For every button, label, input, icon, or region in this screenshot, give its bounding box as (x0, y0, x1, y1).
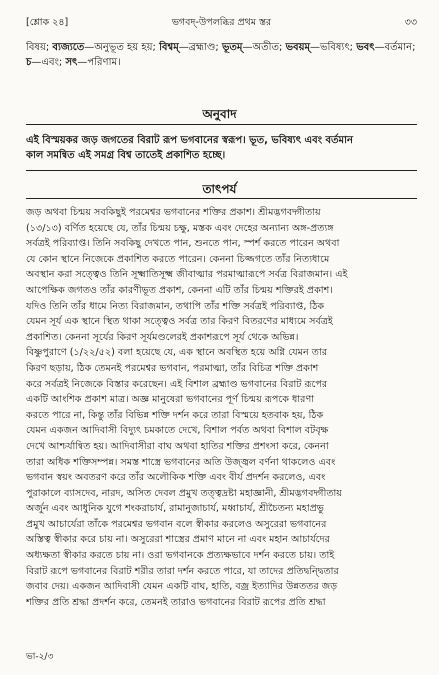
purport-line: তারা অধিক শক্তিসম্পন্ন। সমস্ত শাস্ত্রে ভগবানের অতি উজ্জ্বল বর্ণনা থাকলেও এবং (26, 456, 336, 468)
purport-line: প্রকাশিত। কেননা সূর্যের কিরণ সূর্যমণ্ডলেরই প্রকাশরূপে সূর্য থেকে অভিন্ন। (26, 331, 299, 343)
purport-line: যে কোন স্থানে নিজেকে প্রকাশিত করতে পারেন। কেননা চিজ্জগতে তাঁর নিত্যধামে (26, 253, 330, 265)
word-meaning-7: সৎ—পরিণাম। (65, 57, 121, 68)
page-header (26, 16, 417, 30)
purport-line: অবস্থান করা সত্ত্বেও তিনি সূক্ষ্মাতিসূক্ষ্ম জীবাত্মার পরমাত্মারূপে সর্বত্র বিরাজমান। এই (26, 269, 348, 281)
purport-line: অর্জুন এবং আধুনিক যুগে শংকরাচার্য, রামানুজাচার্য, মধ্বাচার্য, শ্রীচৈতন্য মহাপ্রভু (26, 503, 324, 515)
purport-line: শক্তির প্রতি শ্রদ্ধা প্রদর্শন করে, তেমনই তারাও ভগবানের বিরাট রূপের প্রতি শ্রদ্ধা (26, 596, 326, 608)
translation-line: এই বিস্ময়কর জড় জগতের বিরাট রূপ ভগবানের স্বরূপ। ভূত, ভবিষ্যৎ এবং বর্তমান (26, 135, 353, 146)
purport-line: বিরাট রূপে ভগবানের বিরাট শরীর তারা দর্শন করতে পারে, যা তাদের প্রতিদ্বন্দ্বিতার (26, 565, 339, 577)
chapter-title: ভগবদ্-উপলব্ধির প্রথম স্তর (171, 17, 272, 28)
word-meaning-4: ভবয়ম্—ভবিষ্যৎ; (285, 42, 354, 53)
word-meanings (26, 40, 417, 70)
purport-line: প্রমুখ আচার্যেরা তাঁকে পরমেশ্বর ভগবান বলে স্বীকার করলেও অসুরেরা ভগবানের (26, 518, 327, 530)
word-meaning-6: চ—এবং; (26, 57, 63, 68)
purport-line: একটি আংশিক প্রকাশ মাত্র। অজ্ঞ মানুষেরা ভগবানের পূর্ণ চিন্ময় রূপকে ধারণা (26, 394, 315, 406)
purport-heading: তাৎপর্য (202, 182, 237, 196)
purport-line: করে সর্বত্রই নিজেকে বিস্তার করেছেন। এই বিশাল ব্রহ্মাণ্ড ভগবানের বিরাট রূপের (26, 378, 328, 390)
purport-line: যদিও তিনি তাঁর ধামে নিত্য বিরাজমান, তথাপি তাঁর শক্তি সর্বত্রই পরিব্যাপ্ত, ঠিক (26, 300, 325, 312)
purport-line: অধ্যক্ষতা স্বীকার করতে চায় না। ওরা ভগবানকে প্রত্যক্ষভাবে দর্শন করতে চায়। তাই (26, 550, 335, 562)
purport-text (26, 205, 417, 610)
purport-line: যেমন সূর্য এক স্থানে স্থিত থাকা সত্ত্বেও সর্বত্র তার কিরণ বিতরণের মাধ্যমে সর্বত্রই (26, 316, 333, 328)
translation-text (26, 133, 417, 163)
translation-line: কাল সমন্বিত এই সমগ্র বিশ্ব তাতেই প্রকাশিত হচ্ছে। (26, 150, 226, 161)
word-meaning-5: ভবৎ—বর্তমান; (356, 42, 416, 53)
purport-line: কিরণ ছড়ায়, ঠিক তেমনই পরমেশ্বর ভগবান, পরমাত্মা, তাঁর বিচিত্র শক্তি প্রকাশ (26, 362, 319, 374)
word-meaning-0: বিষয়; (26, 42, 50, 53)
word-meaning-3: ভূতম্—অতীত; (221, 42, 283, 53)
translation-rule-bottom (26, 170, 417, 171)
purport-line: জবাব দেয়। একজন আদিবাসী যেমন একটি বাঘ, হাতি, বজ্র ইত্যাদির উন্নততর জড় (26, 581, 338, 593)
translation-heading: অনুবাদ (202, 107, 237, 121)
purport-line: জড় অথবা চিন্ময় সবকিছুই পরমেশ্বর ভগবানের শক্তির প্রকাশ। শ্রীমদ্ভগবদ্গীতায় (26, 207, 321, 218)
purport-line: ভগবান স্বয়ং অবতরণ করে তাঁর অলৌকিক শক্তি এবং বীর্য প্রদর্শন করলেও, এবং (26, 472, 326, 484)
page-number: ৩৩ (404, 17, 417, 28)
purport-line: সর্বত্রই পরিব্যাপ্ত। তিনি সবকিছু দেখতে পান, শুনতে পান, স্পর্শ করতে পারেন অথবা (26, 238, 340, 250)
purport-line: দেখে আশ্চর্যান্বিত হয়। আদিবাসীরা বাঘ অথবা হাতির শক্তির প্রশংসা করে, কেননা (26, 440, 329, 452)
purport-line: যেমন একজন আদিবাসী বিদ্যুৎ চমকাতে দেখে, বিশাল পর্বত অথবা বিশাল বটবৃক্ষ (26, 425, 329, 437)
word-meaning-1: ব্যজ্যতে—অনুভূত হয় হয়; (52, 42, 156, 53)
word-meaning-2: বিশ্বম্—ব্রহ্মাণ্ড; (159, 42, 219, 53)
purport-line: অস্তিত্ব স্বীকার করে চায় না। অসুরেরা শাস্ত্রের প্রমাণ মানে না এবং মহান আচার্যদের (26, 534, 330, 546)
purport-line: আপেক্ষিক জগতও তাঁর কারণীভূত প্রকাশ, কেননা এটি তাঁর চিন্ময় শক্তিরই প্রকাশ। (26, 284, 333, 296)
purport-line: পুরাকালে ব্যাসদেব, নারদ, অসিত দেবল প্রমুখ তত্ত্বদ্রষ্টা মহাজ্ঞানী, শ্রীমদ্ভগবদ্গীতায় (26, 487, 342, 499)
purport-line: বিষ্ণুপুরাণে (১/২২/৫২) বলা হয়েছে যে, এক স্থানে অবস্থিত হয়ে অগ্নি যেমন তার (26, 347, 328, 359)
verse-reference: [শ্লোক ২৪] (26, 17, 69, 28)
page-footer: ভা-২/৩ (26, 652, 54, 662)
purport-rule (26, 198, 417, 199)
translation-rule-top (26, 124, 417, 125)
purport-line: করতে পারে না, কিন্তু তাঁর বিভিন্ন শক্তি দর্শন করে তারা বিস্ময়ে হতবাক হয়, ঠিক (26, 409, 324, 421)
purport-line: (১৩/১৩) বর্ণিত হয়েছে যে, তাঁর চিন্ময় চক্ষু, মস্তক এবং দেহের অন্যান্য অঙ্গ-প্রত্যঙ্গ (26, 222, 334, 234)
